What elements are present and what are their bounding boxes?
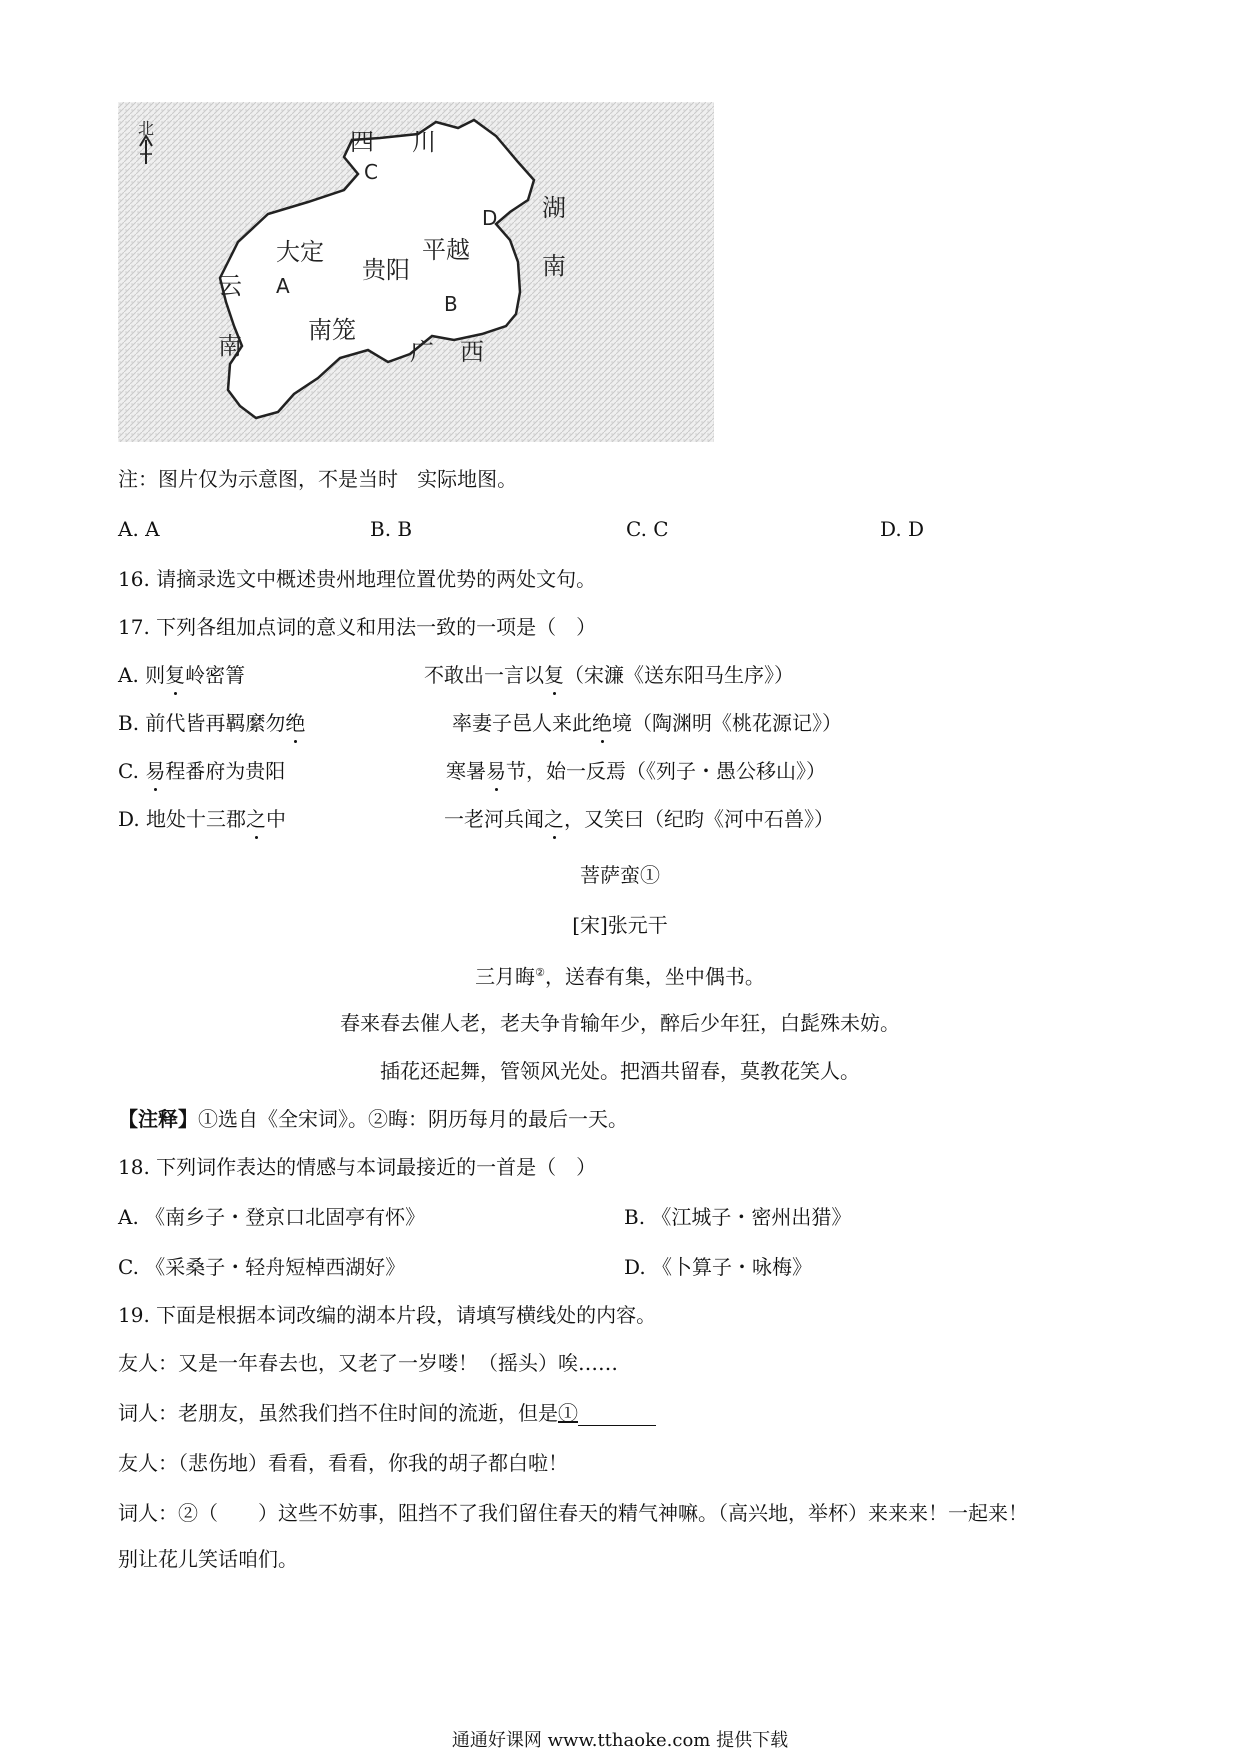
poem-preface-footnote: ② (535, 966, 545, 979)
q15-option-a: A. A (118, 517, 160, 541)
question-17-stem: 17. 下列各组加点词的意义和用法一致的一项是（ ） (118, 615, 597, 639)
map-marker-c: C (364, 160, 378, 184)
q18-option-a: A. 《南乡子・登京口北固亭有怀》 (118, 1205, 426, 1229)
map-label-guangxi-1: 广 (410, 338, 434, 366)
q17c-right-1: 寒暑 (446, 759, 486, 783)
q19-blank-1-number: ① (558, 1401, 578, 1425)
page-footer: 通通好课网 www.tthaoke.com 提供下载 (451, 1730, 789, 1751)
q17a-left-2: 岭密箐 (185, 663, 246, 687)
q19-dialogue-1: 友人：又是一年春去也，又老了一岁喽！（摇头）唉…… (118, 1351, 618, 1375)
q17-option-c-left (118, 758, 285, 784)
map-label-pingyue: 平越 (422, 236, 470, 264)
guizhou-map (118, 102, 714, 442)
map-marker-a: A (276, 274, 290, 298)
question-16: 16. 请摘录选文中概述贵州地理位置优势的两处文句。 (118, 567, 597, 591)
q15-option-c: C. C (626, 517, 669, 541)
map-label-guiyang: 贵阳 (362, 256, 410, 284)
poem-preface (0, 960, 1240, 990)
poem-line-1: 春来春去催人老，老夫争肯输年少，醉后少年狂，白髭殊未妨。 (340, 1011, 900, 1035)
q17b-dotted-word-2: 绝 (592, 711, 612, 735)
annotation-label: 【注释】 (118, 1107, 198, 1131)
map-label-hunan-2: 南 (542, 252, 566, 280)
map-marker-b: B (444, 292, 458, 316)
q17c-right-2: 节，始一反焉（《列子・愚公移山》） (506, 759, 826, 783)
q17a-dotted-word-2: 复 (544, 663, 564, 687)
map-label-dading: 大定 (276, 238, 324, 266)
poem-preface-a: 三月晦 (475, 964, 536, 989)
poem-title: 菩萨蛮① (580, 863, 660, 887)
q17a-left-1: A. 则 (118, 663, 166, 687)
q15-option-b: B. B (370, 517, 413, 541)
map-label-sichuan-2: 川 (412, 128, 436, 156)
q19-blank-1[interactable] (578, 1403, 656, 1426)
poem-author: [宋]张元干 (572, 913, 668, 937)
north-label: 北 (138, 119, 155, 138)
question-18-stem: 18. 下列词作表达的情感与本词最接近的一首是（ ） (118, 1155, 597, 1179)
map-label-nanlong: 南笼 (308, 316, 356, 344)
q17-option-c-right (446, 758, 826, 784)
map-label-sichuan-1: 四 (350, 128, 374, 156)
q17d-right-2: ，又笑曰（纪昀《河中石兽》） (564, 807, 834, 831)
q17a-right-2: （宋濂《送东阳马生序》） (564, 663, 794, 687)
q18-option-c: C. 《采桑子・轻舟短棹西湖好》 (118, 1255, 406, 1279)
poem-preface-b: ，送春有集，坐中偶书。 (544, 964, 765, 989)
q17c-dotted-word-1: 易 (145, 759, 166, 783)
map-marker-d: D (482, 206, 498, 230)
q19-dialogue-4: 词人：②（ ）这些不妨事，阻挡不了我们留住春天的精气神嘛。（高兴地，举杯）来来来！一起来！ (118, 1501, 1028, 1525)
q17-option-a-right (424, 662, 794, 688)
q19-dialogue-3: 友人：（悲伤地）看看，看看，你我的胡子都白啦！ (118, 1451, 568, 1475)
q17-option-d-left (118, 806, 286, 832)
map-note: 注：图片仅为示意图，不是当时 实际地图。 (118, 467, 518, 491)
q18-option-b: B. 《江城子・密州出猎》 (624, 1205, 852, 1229)
map-label-hunan-1: 湖 (542, 194, 566, 222)
q17d-left-2: 中 (266, 807, 287, 831)
q17a-right-1: 不敢出一言以 (424, 663, 544, 687)
poem-line-2: 插花还起舞，管领风光处。把酒共留春，莫教花笑人。 (380, 1059, 860, 1083)
map-label-yunnan-1: 云 (218, 272, 242, 300)
q19-dialogue-2 (118, 1400, 656, 1426)
question-19-stem: 19. 下面是根据本词改编的湖本片段，请填写横线处的内容。 (118, 1303, 657, 1327)
q19-dialogue-5: 别让花儿笑话咱们。 (118, 1547, 298, 1571)
q17-option-b-left (118, 710, 305, 736)
q17b-dotted-word-1: 绝 (285, 711, 306, 735)
q17a-dotted-word-1: 复 (165, 663, 186, 687)
q17d-dotted-word-1: 之 (246, 807, 267, 831)
map-label-guangxi-2: 西 (460, 338, 484, 366)
q15-option-d: D. D (880, 517, 925, 541)
map-label-yunnan-2: 南 (218, 332, 242, 360)
q17-option-a-left (118, 662, 245, 688)
q17b-right-2: 境（陶渊明《桃花源记》） (612, 711, 842, 735)
annotation-text: ①选自《全宋词》。②晦：阴历每月的最后一天。 (198, 1107, 628, 1131)
q17c-left-1: C. (118, 759, 146, 783)
q18-option-d: D. 《卜算子・咏梅》 (624, 1255, 813, 1279)
q17d-left-1: D. 地处十三郡 (118, 807, 247, 831)
q17-option-b-right (452, 710, 842, 736)
q17c-left-2: 程番府为贵阳 (165, 759, 286, 783)
q17b-left-1: B. 前代皆再羁縻勿 (118, 711, 286, 735)
annotation (118, 1106, 628, 1132)
q17-option-d-right (444, 806, 834, 832)
q17c-dotted-word-2: 易 (486, 759, 506, 783)
q17b-right-1: 率妻子邑人来此 (452, 711, 592, 735)
q19-dialogue-2-text: 词人：老朋友，虽然我们挡不住时间的流逝，但是 (118, 1401, 558, 1425)
q17d-dotted-word-2: 之 (544, 807, 564, 831)
q17d-right-1: 一老河兵闻 (444, 807, 544, 831)
